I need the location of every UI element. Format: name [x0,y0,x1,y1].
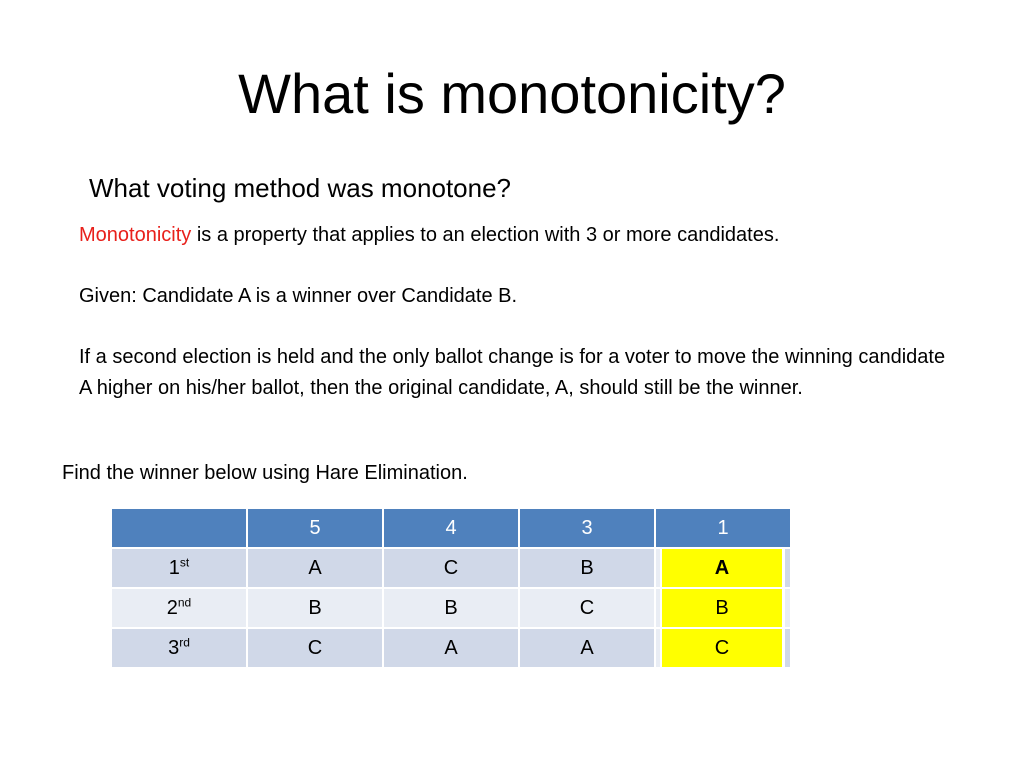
slide-title: What is monotonicity? [238,62,786,125]
definition-paragraph [79,220,959,251]
definition-text: is a property that applies to an election with 3 or more candidates. [191,224,780,246]
table-cell: C [384,549,518,587]
table-cell: A [520,629,654,667]
cell-edge [656,629,660,667]
table-cell: A [384,629,518,667]
given-paragraph: Given: Candidate A is a winner over Candidate B. [79,285,518,307]
highlighted-cell [656,549,790,587]
header-cell-voters: 3 [520,509,654,547]
definition-term: Monotonicity [79,224,192,246]
rank-suffix: st [179,554,190,569]
cell-edge [785,549,790,587]
highlighted-cell [656,589,790,627]
paragraph-gap [79,251,959,282]
header-cell-voters: 5 [248,509,382,547]
paragraph-gap [79,312,959,343]
table-row [112,589,790,627]
header-cell-blank [112,509,246,547]
table-row [112,629,790,667]
table-cell: C [248,629,382,667]
highlighted-cell-value: B [662,589,782,627]
table-cell: B [520,549,654,587]
cell-edge [785,629,790,667]
rank-number: 3 [168,636,180,659]
table-cell: B [384,589,518,627]
condition-paragraph: If a second election is held and the only ballot change is for a voter to move the winning candidate A higher on his/her ballot, then the original candidate, A, should still be the winner. [79,346,946,399]
table-cell: B [248,589,382,627]
header-cell-voters: 1 [656,509,790,547]
table-row [112,549,790,587]
rank-cell [112,549,246,587]
slide-subtitle: What voting method was monotone? [89,173,512,203]
cell-edge [656,549,660,587]
preference-table [110,507,792,669]
cell-edge [656,589,660,627]
rank-suffix: rd [179,634,190,649]
table-cell: A [248,549,382,587]
rank-cell [112,629,246,667]
rank-number: 2 [166,596,178,619]
header-cell-voters: 4 [384,509,518,547]
highlighted-cell-value: A [662,549,782,587]
rank-number: 1 [168,556,180,579]
highlighted-cell-value: C [662,629,782,667]
definition-block [79,220,959,403]
rank-suffix: nd [177,594,192,609]
instruction-text: Find the winner below using Hare Elimination. [62,462,468,484]
highlighted-cell [656,629,790,667]
rank-cell [112,589,246,627]
table-cell: C [520,589,654,627]
table-header-row [112,509,790,547]
cell-edge [785,589,790,627]
